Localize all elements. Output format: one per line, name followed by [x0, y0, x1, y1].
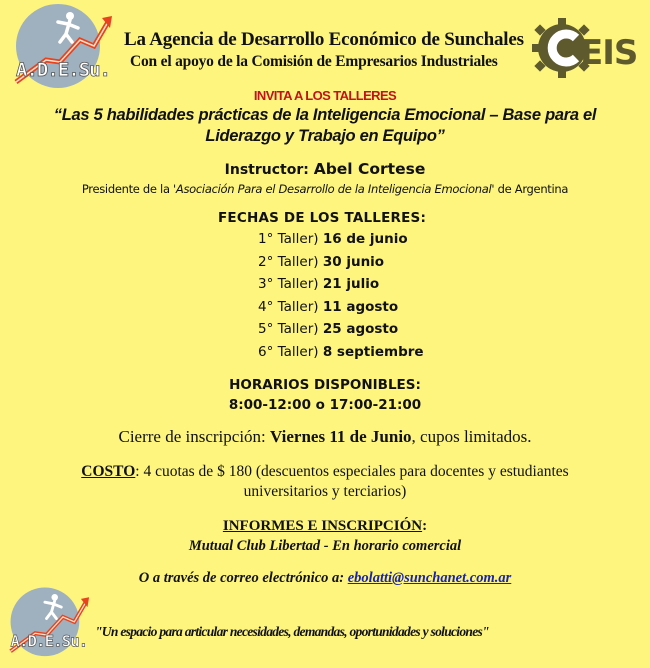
course-title	[0, 105, 650, 147]
hours-value: 8:00-12:00 o 17:00-21:00	[228, 397, 422, 413]
ades-logo-icon	[4, 582, 94, 660]
hours-heading: HORARIOS DISPONIBLES:	[229, 377, 421, 393]
instructor-label: Instructor:	[224, 162, 314, 178]
cost-label: COSTO	[81, 463, 136, 480]
email-line: O a través de correo electrónico a: ebolatti@sunchanet.com.ar	[138, 570, 512, 586]
svg-text:EIS: EIS	[580, 33, 638, 73]
workshop-date-item: 4° Taller) 11 agosto	[258, 298, 399, 315]
ceis-gear-logo-icon	[532, 16, 644, 80]
info-heading: INFORMES E INSCRIPCIÓN	[222, 518, 423, 534]
cost-block	[0, 462, 650, 502]
bio-prefix: Presidente de la	[81, 182, 174, 196]
bio-suffix: de Argentina	[494, 182, 569, 196]
org-subtitle: Con el apoyo de la Comisión de Empresarios Industriales	[130, 53, 498, 70]
svg-text:A.D.E.Su.: A.D.E.Su.	[10, 632, 88, 651]
cost-details: : 4 cuotas de $ 180 (descuentos especiales para docentes y estudiantes	[135, 463, 569, 480]
email-link[interactable]: ebolatti@sunchanet.com.ar	[347, 570, 512, 586]
dates-heading: FECHAS DE LOS TALLERES:	[218, 210, 427, 226]
ades-logo	[8, 2, 118, 88]
course-title-line-2: Liderazgo y Trabajo en Equipo”	[205, 127, 445, 145]
instructor-name: Abel Cortese	[313, 160, 426, 178]
ceis-logo	[532, 16, 644, 80]
workshop-date-item: 6° Taller) 8 septiembre	[258, 343, 424, 360]
workshop-date-list	[258, 228, 424, 363]
workshop-date-item: 1° Taller) 16 de junio	[258, 231, 408, 247]
org-title: La Agencia de Desarrollo Económico de Sunchales	[124, 29, 524, 50]
workshop-date-item: 5° Taller) 25 agosto	[258, 321, 399, 337]
svg-text:A.D.E.Su.: A.D.E.Su.	[16, 59, 110, 81]
closing-date: Viernes 11 de Junio	[270, 427, 412, 446]
hours-block	[0, 375, 650, 415]
instructor-line	[0, 160, 650, 178]
bio-organization: 'Asociación Para el Desarrollo de la Inteligencia Emocional'	[173, 182, 495, 196]
instructor-bio	[0, 182, 650, 196]
course-title-line-1: “Las 5 habilidades prácticas de la Inteligencia Emocional – Base para el	[53, 106, 597, 124]
invitation-label: INVITA A LOS TALLERES	[253, 88, 397, 103]
info-heading-line: INFORMES E INSCRIPCIÓN:	[222, 518, 428, 534]
info-place: Mutual Club Libertad - En horario comercial	[188, 538, 462, 554]
cost-details-line-2: universitarios y terciarios)	[243, 483, 407, 500]
registration-closing: Cierre de inscripción: Viernes 11 de Junio, cupos limitados.	[118, 427, 532, 446]
motto: "Un espacio para articular necesidades, demandas, oportunidades y soluciones"	[95, 624, 489, 639]
ades-logo-icon	[8, 2, 118, 88]
workshop-date-item: 2° Taller) 30 junio	[258, 253, 385, 270]
workshop-date-item: 3° Taller) 21 julio	[258, 276, 380, 292]
